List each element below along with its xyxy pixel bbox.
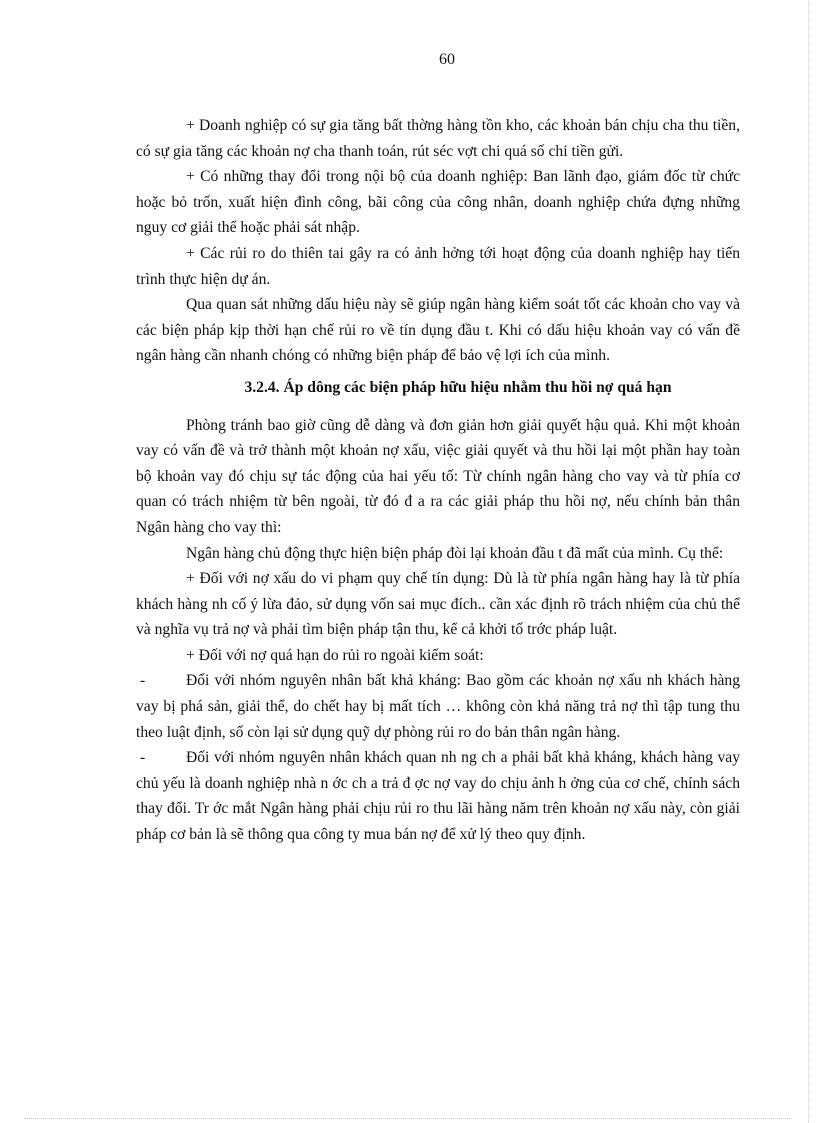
paragraph-prevention: Phòng tránh bao giờ cũng dễ dàng và đơn giản hơn giải quyết hậu quả. Khi một khoản vay có vấn đề và trở thành một khoản nợ xấu, việc giải quyết và thu hồi lại một phần hay toàn bộ khoản vay đó chịu sự tác động của hai yếu tố: Từ chính ngân hàng cho vay và từ phía cơ quan có trách nhiệm từ bên ngoài, từ đó đ a ra các giải pháp thu hồi nợ, nếu chính bản thân Ngân hàng cho vay thì: [136, 416, 740, 536]
page-side-border [808, 0, 809, 1123]
list-dash: - [140, 749, 146, 767]
page-number: 60 [439, 51, 455, 68]
list-dash: - [140, 672, 146, 690]
paragraph-bank-initiative: Ngân hàng chủ động thực hiện biện pháp đòi lại khoản đầu t đã mất của mình. Cụ thể: [186, 544, 724, 562]
paragraph-credit-violation: + Đối với nợ xấu do vi phạm quy chế tín dụng: Dù là từ phía ngân hàng hay là từ phía khách hàng nh cố ý lừa đảo, sử dụng vốn sai mục đích.. cần xác định rõ trách nhiệm của chủ thể và nghĩa vụ trả nợ và phải tìm biện pháp tận thu, kể cả khởi tố trớc pháp luật. [136, 570, 740, 639]
paragraph-natural-disaster-risk: + Các rủi ro do thiên tai gây ra có ảnh hởng tới hoạt động của doanh nghiệp hay tiến trình thực hiện dự án. [136, 244, 740, 288]
section-heading: 3.2.4. Áp dông các biện pháp hữu hiệu nhằm thu hồi nợ quá hạn [244, 378, 672, 396]
paragraph-internal-changes: + Có những thay đổi trong nội bộ của doanh nghiệp: Ban lãnh đạo, giám đốc từ chức hoặc bỏ trốn, xuất hiện đình công, bãi công của công nhân, doanh nghiệp chứa đựng những nguy cơ giải thể hoặc phải sát nhập. [136, 168, 740, 237]
list-item-text: Đối với nhóm nguyên nhân bất khả kháng: Bao gồm các khoản nợ xấu nh khách hàng vay bị phá sản, giải thể, do chết hay bị mất tích … không còn khả năng trả nợ thì tập tung thu theo luật định, số còn lại sử dụng quỹ dự phòng rủi ro do bản thân ngân hàng. [136, 672, 740, 741]
paragraph-observation-summary: Qua quan sát những dấu hiệu này sẽ giúp ngân hàng kiểm soát tốt các khoản cho vay và các biện pháp kịp thời hạn chế rủi ro về tín dụng đầu t. Khi có dấu hiệu khoản vay có vấn đề ngân hàng cần nhanh chóng có những biện pháp để bảo vệ lợi ích của mình. [136, 296, 740, 365]
list-item-force-majeure [136, 668, 740, 745]
paragraph-warning-signs-inventory: + Doanh nghiệp có sự gia tăng bất thờng hàng tồn kho, các khoản bán chịu cha thu tiền, có sự gia tăng các khoản nợ cha thanh toán, rút séc vợt chi quá số chi tiền gửi. [136, 117, 740, 160]
paragraph-uncontrolled-risk: + Đối với nợ quá hạn do rủi ro ngoài kiểm soát: [186, 646, 484, 664]
document-body [136, 113, 740, 848]
list-item-objective-causes [136, 745, 740, 847]
list-item-text: Đối với nhóm nguyên nhân khách quan nh ng ch a phải bất khả kháng, khách hàng vay chủ yếu là doanh nghiệp nhà n ớc ch a trả đ ợc nợ vay do chịu ảnh h ởng của cơ chế, chính sách thay đổi. Tr ớc mắt Ngân hàng phải chịu rủi ro thu lãi hàng năm trên khoản nợ xấu này, còn giải pháp cơ bản là sẽ thông qua công ty mua bán nợ để xử lý theo quy định. [136, 749, 740, 844]
page-bottom-border [24, 1118, 792, 1119]
